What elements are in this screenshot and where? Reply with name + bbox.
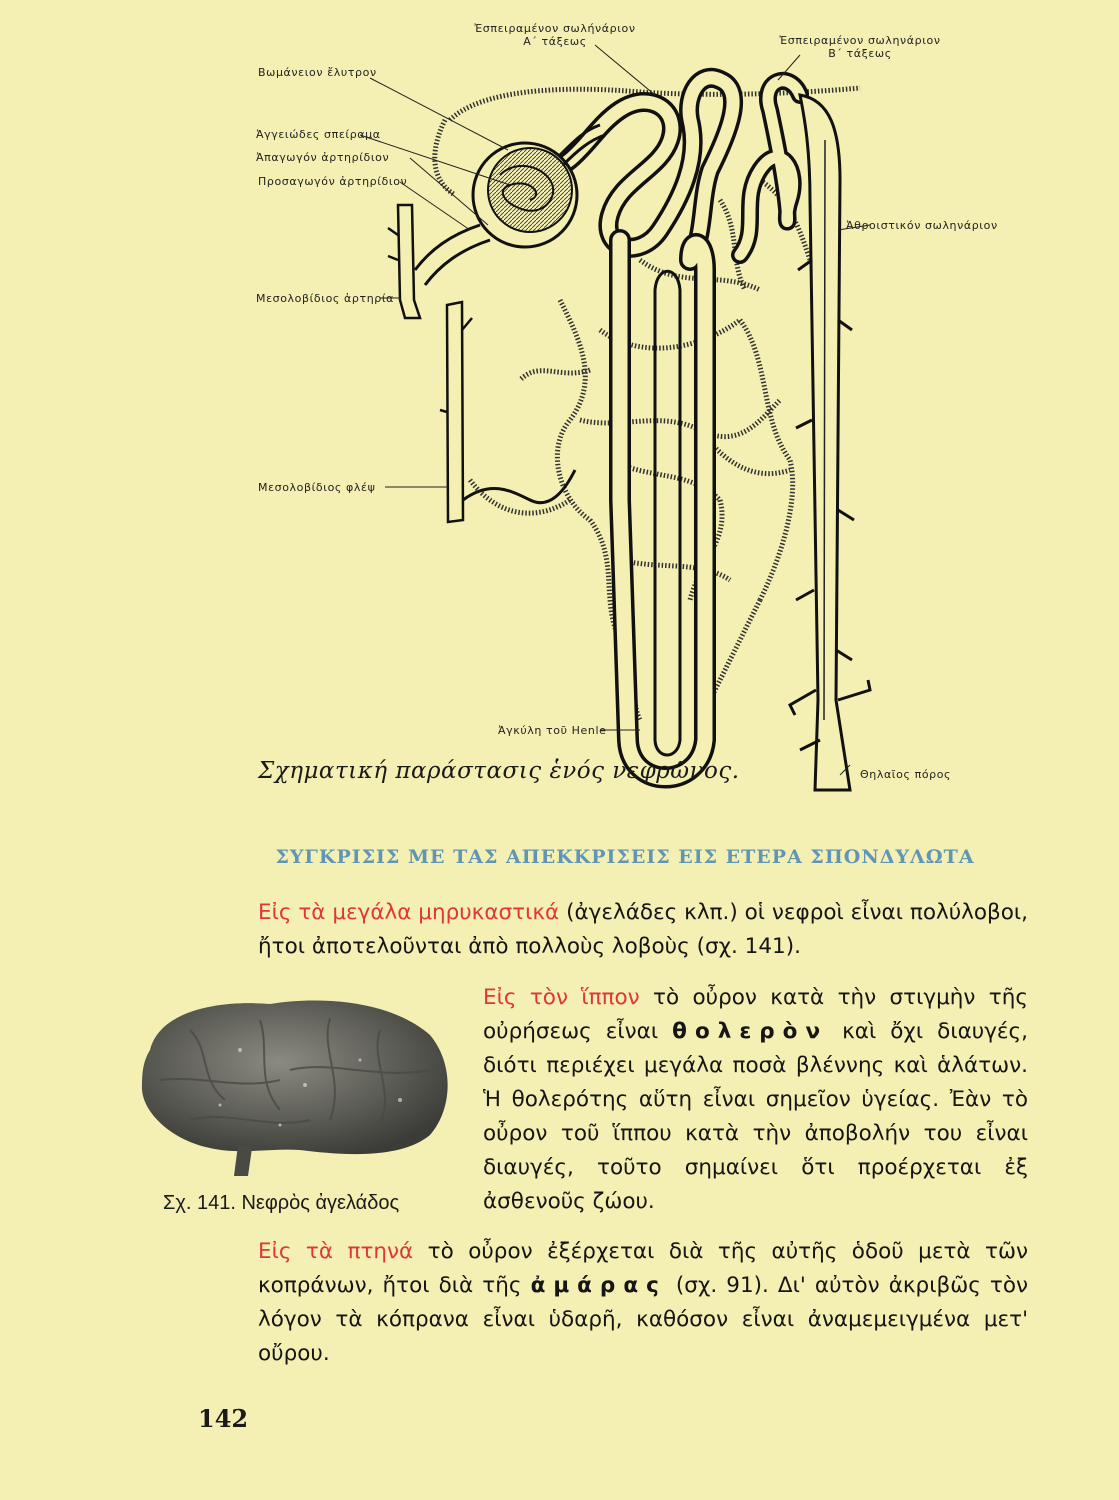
label-interlobular-artery: Μεσολοβίδιος ἀρτηρία [256,292,395,305]
section-heading: ΣΥΓΚΡΙΣΙΣ ΜΕ ΤΑΣ ΑΠΕΚΚΡΙΣΕΙΣ ΕΙΣ ΕΤΕΡΑ ΣΠΟΝΔΥΛΩΤΑ [275,846,975,868]
label-proximal-tubule-order: Α΄ τάξεως [523,35,587,48]
paragraph-lead-birds: Εἰς τὰ πτηνά [258,1239,414,1264]
collecting-duct [790,95,870,790]
label-distal-tubule-order: Β΄ τάξεως [828,47,892,60]
cow-kidney-image [130,990,460,1185]
emphasized-term: ἀμάρας [530,1273,667,1298]
paragraph-horse [483,981,1028,1219]
label-proximal-tubule-name: Ἐσπειραμένον σωλήνάριον [474,22,636,35]
paragraph-lead-horse: Εἰς τὸν ἵππον [483,985,640,1010]
label-proximal-tubule [455,22,655,48]
label-afferent-arteriole: Προσαγωγόν ἀρτηρίδιον [258,175,408,188]
label-efferent-arteriole: Ἀπαγωγόν ἀρτηρίδιον [256,151,390,164]
interlobular-vein-shape [440,302,575,522]
figure-caption: Σχηματική παράστασις ἑνός νεφρῶνος. [258,758,740,784]
page-number: 142 [198,1404,249,1433]
paragraph-text: (σχ. 91). Δι' αὐτὸν ἀκριβῶς τὸν λόγον τὰ κόπρανα εἶναι ὑδαρῆ, καθόσον εἶναι ἀναμεμειγμένα μετ' οὔρου. [258,1273,1029,1366]
paragraph-lead-ruminants: Εἰς τὰ μεγάλα μηρυκαστικά [258,900,560,925]
label-bowman-capsule: Βωμάνειον ἔλυτρον [258,66,377,79]
bowman-capsule [473,143,577,247]
label-distal-tubule-name: Ἐσπειραμένον σωληνάριον [779,34,941,47]
label-collecting-tubule: Ἀθροιστικόν σωληνάριον [846,219,998,232]
emphasized-term: θολερὸν [672,1019,829,1044]
distal-tubule [740,81,800,255]
paragraph-birds [258,1235,1028,1371]
paragraph-text: τὸ οὖρον ἐξέρχεται διὰ τῆς αὐτῆς ὁδοῦ μετὰ τῶν κοπράνων, ἤτοι διὰ τῆς [258,1239,1028,1298]
paragraph-ruminants [258,896,1028,964]
label-distal-tubule [760,34,960,60]
paragraph-text: τὸ οὖρον κατὰ τὴν στιγμὴν τῆς οὐρήσεως εἶναι [483,985,1028,1044]
loop-of-henle-tube [620,240,705,778]
paragraph-text: καὶ ὄχι διαυγές, διότι περιέχει μεγάλα ποσὰ βλέννης καὶ ἁλάτων. Ἡ θολερότης αὕτη εἶναι σημεῖον ὑγείας. Ἐὰν τὸ οὖρον τοῦ ἵππου κατὰ τὴν ἀποβολήν του εἶναι διαυγές, τοῦτο σημαίνει ὅτι προέρχεται ἐξ ἀσθενοῦς ζώου. [483,1019,1029,1214]
paragraph-text: (ἀγελάδες κλπ.) οἱ νεφροὶ εἶναι πολύλοβοι, ἤτοι ἀποτελοῦνται ἀπὸ πολλοὺς λοβοὺς (σχ. 141). [258,900,1029,959]
label-papillary-duct: Θηλαῖος πόρος [860,768,952,781]
label-interlobular-vein: Μεσολοβίδιος φλέψ [258,481,376,494]
label-glomerulus: Ἀγγειώδες σπείραμα [256,128,381,141]
label-loop-of-henle: Ἀγκύλη τοῦ Henle [498,724,607,737]
kidney-figure-caption: Σχ. 141. Νεφρὸς ἀγελάδος [163,1192,400,1214]
